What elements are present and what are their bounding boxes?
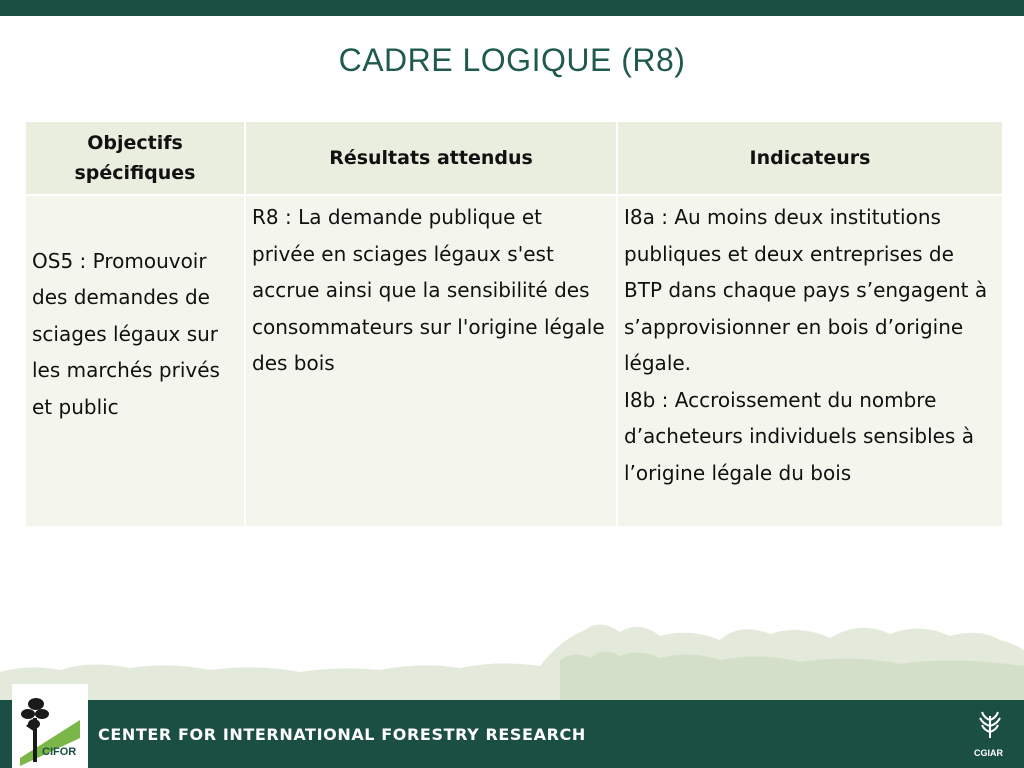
table-header-row	[26, 122, 1002, 196]
table-row	[26, 196, 1002, 526]
cgiar-wheat-icon	[976, 710, 1004, 740]
footer-bar	[0, 700, 1024, 768]
indicator-i8a: I8a : Au moins deux institutions publiques et deux entreprises de BTP dans chaque pays s’engagent à s’approvisionner en bois d’origine légale.	[624, 205, 988, 375]
slide-title: CADRE LOGIQUE (R8)	[338, 42, 686, 78]
cifor-logo-text: CIFOR	[42, 746, 77, 758]
cell-resultat: R8 : La demande publique et privée en sciages légaux s'est accrue ainsi que la sensibilité des consommateurs sur l'origine légale des bois	[246, 196, 616, 526]
header-resultats: Résultats attendus	[246, 122, 616, 196]
top-banner	[0, 0, 1024, 16]
footer-organization: CENTER FOR INTERNATIONAL FORESTRY RESEARCH	[98, 725, 586, 744]
header-indicateurs: Indicateurs	[618, 122, 1002, 196]
cgiar-label: CGIAR	[974, 748, 1003, 758]
header-objectifs: Objectifs spécifiques	[26, 122, 244, 196]
cifor-logo	[12, 684, 88, 768]
cell-objectif: OS5 : Promouvoir des demandes de sciages légaux sur les marchés privés et public	[26, 196, 244, 526]
logframe-table-container	[26, 122, 998, 526]
logframe-table	[24, 122, 1004, 526]
indicator-i8b: I8b : Accroissement du nombre d’acheteurs individuels sensibles à l’origine légale du bois	[624, 387, 974, 485]
cell-indicateurs	[618, 196, 1002, 526]
forest-silhouette-decoration	[0, 600, 1024, 700]
